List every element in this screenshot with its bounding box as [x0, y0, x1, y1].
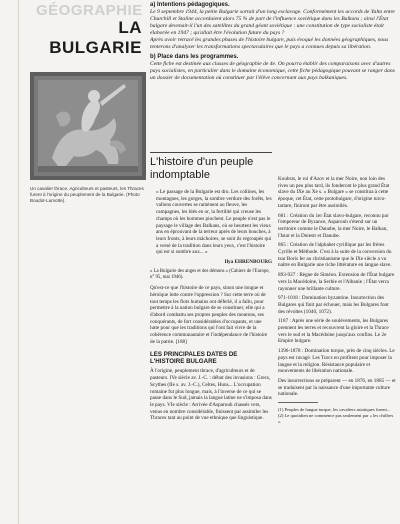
ehrenbourg-quote: « Le passage de la Bulgarie est dru. Les collines, les montagnes, les gorges, la sombre verdure des forêts, les vallons couvertes se ramènent au fleuve, les campagnes, les blés en or, la fertilité qui creuse les champs où les hommes piochent. Le peuple n'est pas le paysage le village des Balkans, où se heurtent les vieux ans en éprouvant de la terreur après de leurs bouches, à leurs fronts, à leurs mâchoires, se sont ils regroupés qui a versé de la tradition dans leurs yeux, c'est l'histoire qui est si sombre aux... »: [156, 189, 272, 256]
dates-heading: LES PRINCIPALES DATES DE L'HISTOIRE BULGARE: [150, 351, 238, 366]
footnote: (1) Peuples de langue turque, les cavaliers asiatiques furent...: [278, 407, 391, 413]
quote-author: Ilya EHRENBOURG: [224, 259, 272, 266]
timeline-entry: Koubrat, le roi d'Azov et la mer Noire, non loin des rives un peu plus tard, ils fonderont le plus grand État slave du IXe au Xe s. « Bulgare » se constitua à cette époque, cet État, cette protobulgare, d'origine turco-tartare, finiront par être assimilés.: [278, 176, 390, 209]
timeline-entry: 1187 : Après une série de soulèvements, les Bulgares prennent les terres et recouvrent la gloire et la Thrace vers le sud et la Macédoine jusqu'aux confins. Le 2e Empire bulgare.: [278, 318, 389, 345]
programme-text: Cette fiche est destinée aux classes de géographie de 4e. On pourra établir des comparaisons avec d'autres pays socialistes, en particulier dans le domaine économique, cette fiche pédagogique pouvant se ranger dans un dossier de documentation où constituer par l'élève concernant aux pays balkaniques.: [150, 61, 395, 81]
section-rule: [150, 152, 272, 153]
timeline-entry: 971-1018 : Domination byzantine. Insurrection des Bulgares qui finit par échouer, mais les Bulgares font des révoltes (1040, 1072).: [278, 295, 389, 315]
section-title: L'histoire d'un peuple indomptable: [150, 156, 254, 181]
footnote-rule: [278, 402, 318, 403]
programme-heading: b) Place dans les programmes.: [150, 54, 239, 60]
page-title: LA BULGARIE: [49, 18, 142, 57]
intentions-text-2: Après avoir retracé les grandes phases de l'histoire bulgare, puis évoqué les données géographiques, nous tenterons d'analyser les transformations spectaculaires que le pays a connues depuis sa libération.: [150, 37, 389, 50]
section-kicker: GÉOGRAPHIE: [36, 2, 143, 19]
footnote: (2) Le quotidien ne commence pas seulement par « les chiffres ».: [278, 412, 394, 424]
right-column: [278, 176, 396, 424]
timeline-entry: Des insurrections se préparent — en 1876, en 1885 — et se traduisent par la naissance d'une importante culture nationale.: [278, 377, 396, 398]
timeline-entry: 1396-1878 : Domination turque, près de cinq siècles. Le pays est ravagé. Les Turcs en profitent pour imposer la langue et la religion. Résistance populaire et mouvements de libération nationale.: [278, 348, 395, 375]
intentions-heading: a) Intentions pédagogiques.: [150, 2, 230, 8]
middle-column: [150, 186, 272, 425]
pedagogy-block: [150, 2, 396, 82]
intentions-text: Le 9 septembre 1944, la petite Bulgarie sortait d'un long esclavage. Conformément les accords de Yalta entre Churchill et Staline accordaient alors 75 % de part de l'influence soviétique dans les Balkans ; ainsi l'État bulgare devenait-il l'un des satellites du grand géant soviétique : une constitution de type socialiste était élaborée en 1947 ; qu'allait être l'évolution future du pays ?: [150, 9, 395, 36]
page-edge-divider: [18, 0, 19, 524]
quote-source: « La Bulgarie des anges et des démons » (Cahiers de l'Europe, n° 95, mai 1946).: [150, 268, 270, 281]
photo-caption: Un cavalier thrace. Agriculteurs et pasteurs, les Thraces furent à l'origine du peuplement de la Bulgarie. (Photo Boudot-Lamotte).: [30, 186, 144, 203]
thracian-rider-photo: [30, 72, 146, 180]
timeline-entry: 865 : Création de l'alphabet cyrillique par les frères Cyrille et Méthode. C'est à la suite de la conversion du tsar Boris Ier au christianisme que le IXe siècle a vu naître en Bulgarie une riche littérature en langue slave.: [278, 242, 392, 269]
timeline-entry: 893-927 : Règne de Siméon. Extension de l'État bulgare vers la Macédoine, la Serbie et l'Albanie ; l'État verra rayonner une brillante culture.: [278, 272, 395, 292]
footnotes: [278, 407, 396, 424]
relief-image: [30, 72, 146, 180]
history-paragraph: Qu'est-ce que l'histoire de ce pays, sinon une longue et héroïque lutte contre l'oppression ? Sur cette terre où de tout temps les flots humains ont déferlé, il a fallu, pour permettre à la nation bulgare de se constituer, elle qui a d'abord combattu ses propres peuples des moutons, ses conquérants, de fort considérables d'occupants, et une lutte pour que les traditions qui l'ont fait vivre de la cohérence communautaire et l'indépendance de l'histoire de la patrie. [188]: [150, 285, 268, 345]
timeline-entry: 681 : Création du 1er État slavo-bulgare, reconnu par l'empereur de Byzance, Asparouh s'étend sur un territoire comme le Danube, la mer Noire, le Balkan, l'Istar et la Dniestr et Danube.: [278, 212, 389, 239]
dates-text: À l'origine, peuplement thrace, d'agriculteurs et de pasteurs. IVe siècle av. J.-C. : début des invasions : Grecs, Scythes (IIe s. av. J.-C.), Celtes, Huns... L'occupation romaine fut plus longue, mais, à l'inverse de ce qui se passe dans le Sud, jamais la langue latine ne s'imposa dans le pays. VIe siècle : Arrivée d'Asparouh chassés vers, venus en nombre considérable, finissent par assimiler les Thraces tant au point de vue ethnique que linguistique.: [150, 368, 272, 422]
